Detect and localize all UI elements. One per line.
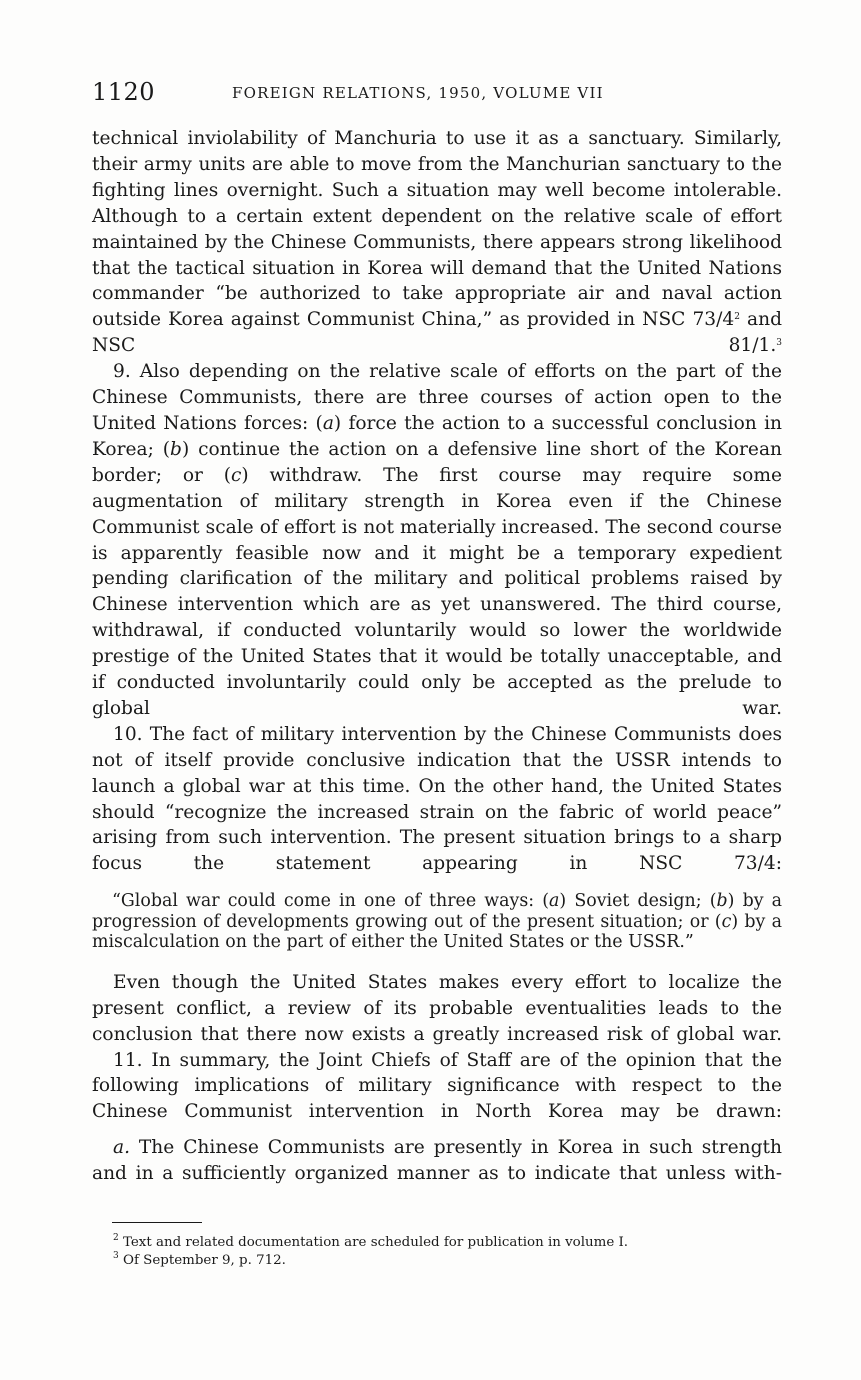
paragraph-continued: technical inviolability of Manchuria to use it as a sanctuary. Similarly, their army units are able to move from the Manchurian sanctuary to the fighting lines overnight. Such a situation may well become intolerable. Although to a certain extent dependent on the relative scale of effort maintained by the Chinese Communists, there appears strong likelihood that the tactical situation in Korea will demand that the United Nations commander “be authorized to take appropriate air and naval action outside Korea against Communist China,” as provided in NSC $73/4^2$ and NSC 81/1.$^3$ <box>92 128 783 357</box>
footnote-ref-3: 3 <box>776 338 782 349</box>
list-item-a: a. The Chinese Communists are presently in Korea in such strength and in a sufficiently organized manner as to indicate that unless with- <box>92 1137 782 1185</box>
paragraph-even-though: Even though the United States makes every effort to localize the present conflict, a review of its probable eventualities leads to the conclusion that there now exists a greatly increased risk of global war. <box>92 971 782 1045</box>
block-quote: “Global war could come in one of three ways: (a) Soviet design; (b) by a progression of developments growing out of the present situation; or (c) by a miscalculation on the part of either the United States or the USSR.” <box>92 891 783 953</box>
paragraph-10: 10. The fact of military intervention by the Chinese Communists does not of itself provide conclusive indication that the USSR intends to launch a global war at this time. On the other hand, the United States should “recognize the increased strain on the fabric of world peace” arising from such intervention. The present situation brings to a sharp focus the statement appearing in NSC 73/4: <box>92 723 782 875</box>
page-header <box>92 78 782 110</box>
body-text <box>92 126 782 1187</box>
paragraph-11: 11. In summary, the Joint Chiefs of Staff are of the opinion that the following implications of military significance with respect to the Chinese Communist intervention in North Korea may be drawn: <box>92 1049 782 1123</box>
running-head: FOREIGN RELATIONS, 1950, VOLUME VII <box>232 84 604 102</box>
footnote-ref-2: 2 <box>734 312 740 323</box>
footnote-rule <box>112 1222 202 1223</box>
footnote-3: $^3$ Of September 9, p. 712. <box>113 1250 286 1268</box>
footnotes <box>113 1234 773 1269</box>
footnote-2: $^2$ Text and related documentation are scheduled for publication in volume I. <box>113 1233 629 1250</box>
paragraph-9: 9. Also depending on the relative scale of efforts on the part of the Chinese Communists, there are three courses of action open to the United Nations forces: (a) force the action to a successful conclusion in Korea; (b) continue the action on a defensive line short of the Korean border; or (c) withdraw. The first course may require some augmentation of military strength in Korea even if the Chinese Communist scale of effort is not materially increased. The second course is apparently feasible now and it might be a temporary expedient pending clarification of the military and political problems raised by Chinese intervention which are as yet unanswered. The third course, withdrawal, if conducted voluntarily would so lower the worldwide prestige of the United States that it would be totally unacceptable, and if conducted involuntarily could only be accepted as the prelude to global war. <box>92 361 783 719</box>
page-number: 1120 <box>92 78 156 106</box>
